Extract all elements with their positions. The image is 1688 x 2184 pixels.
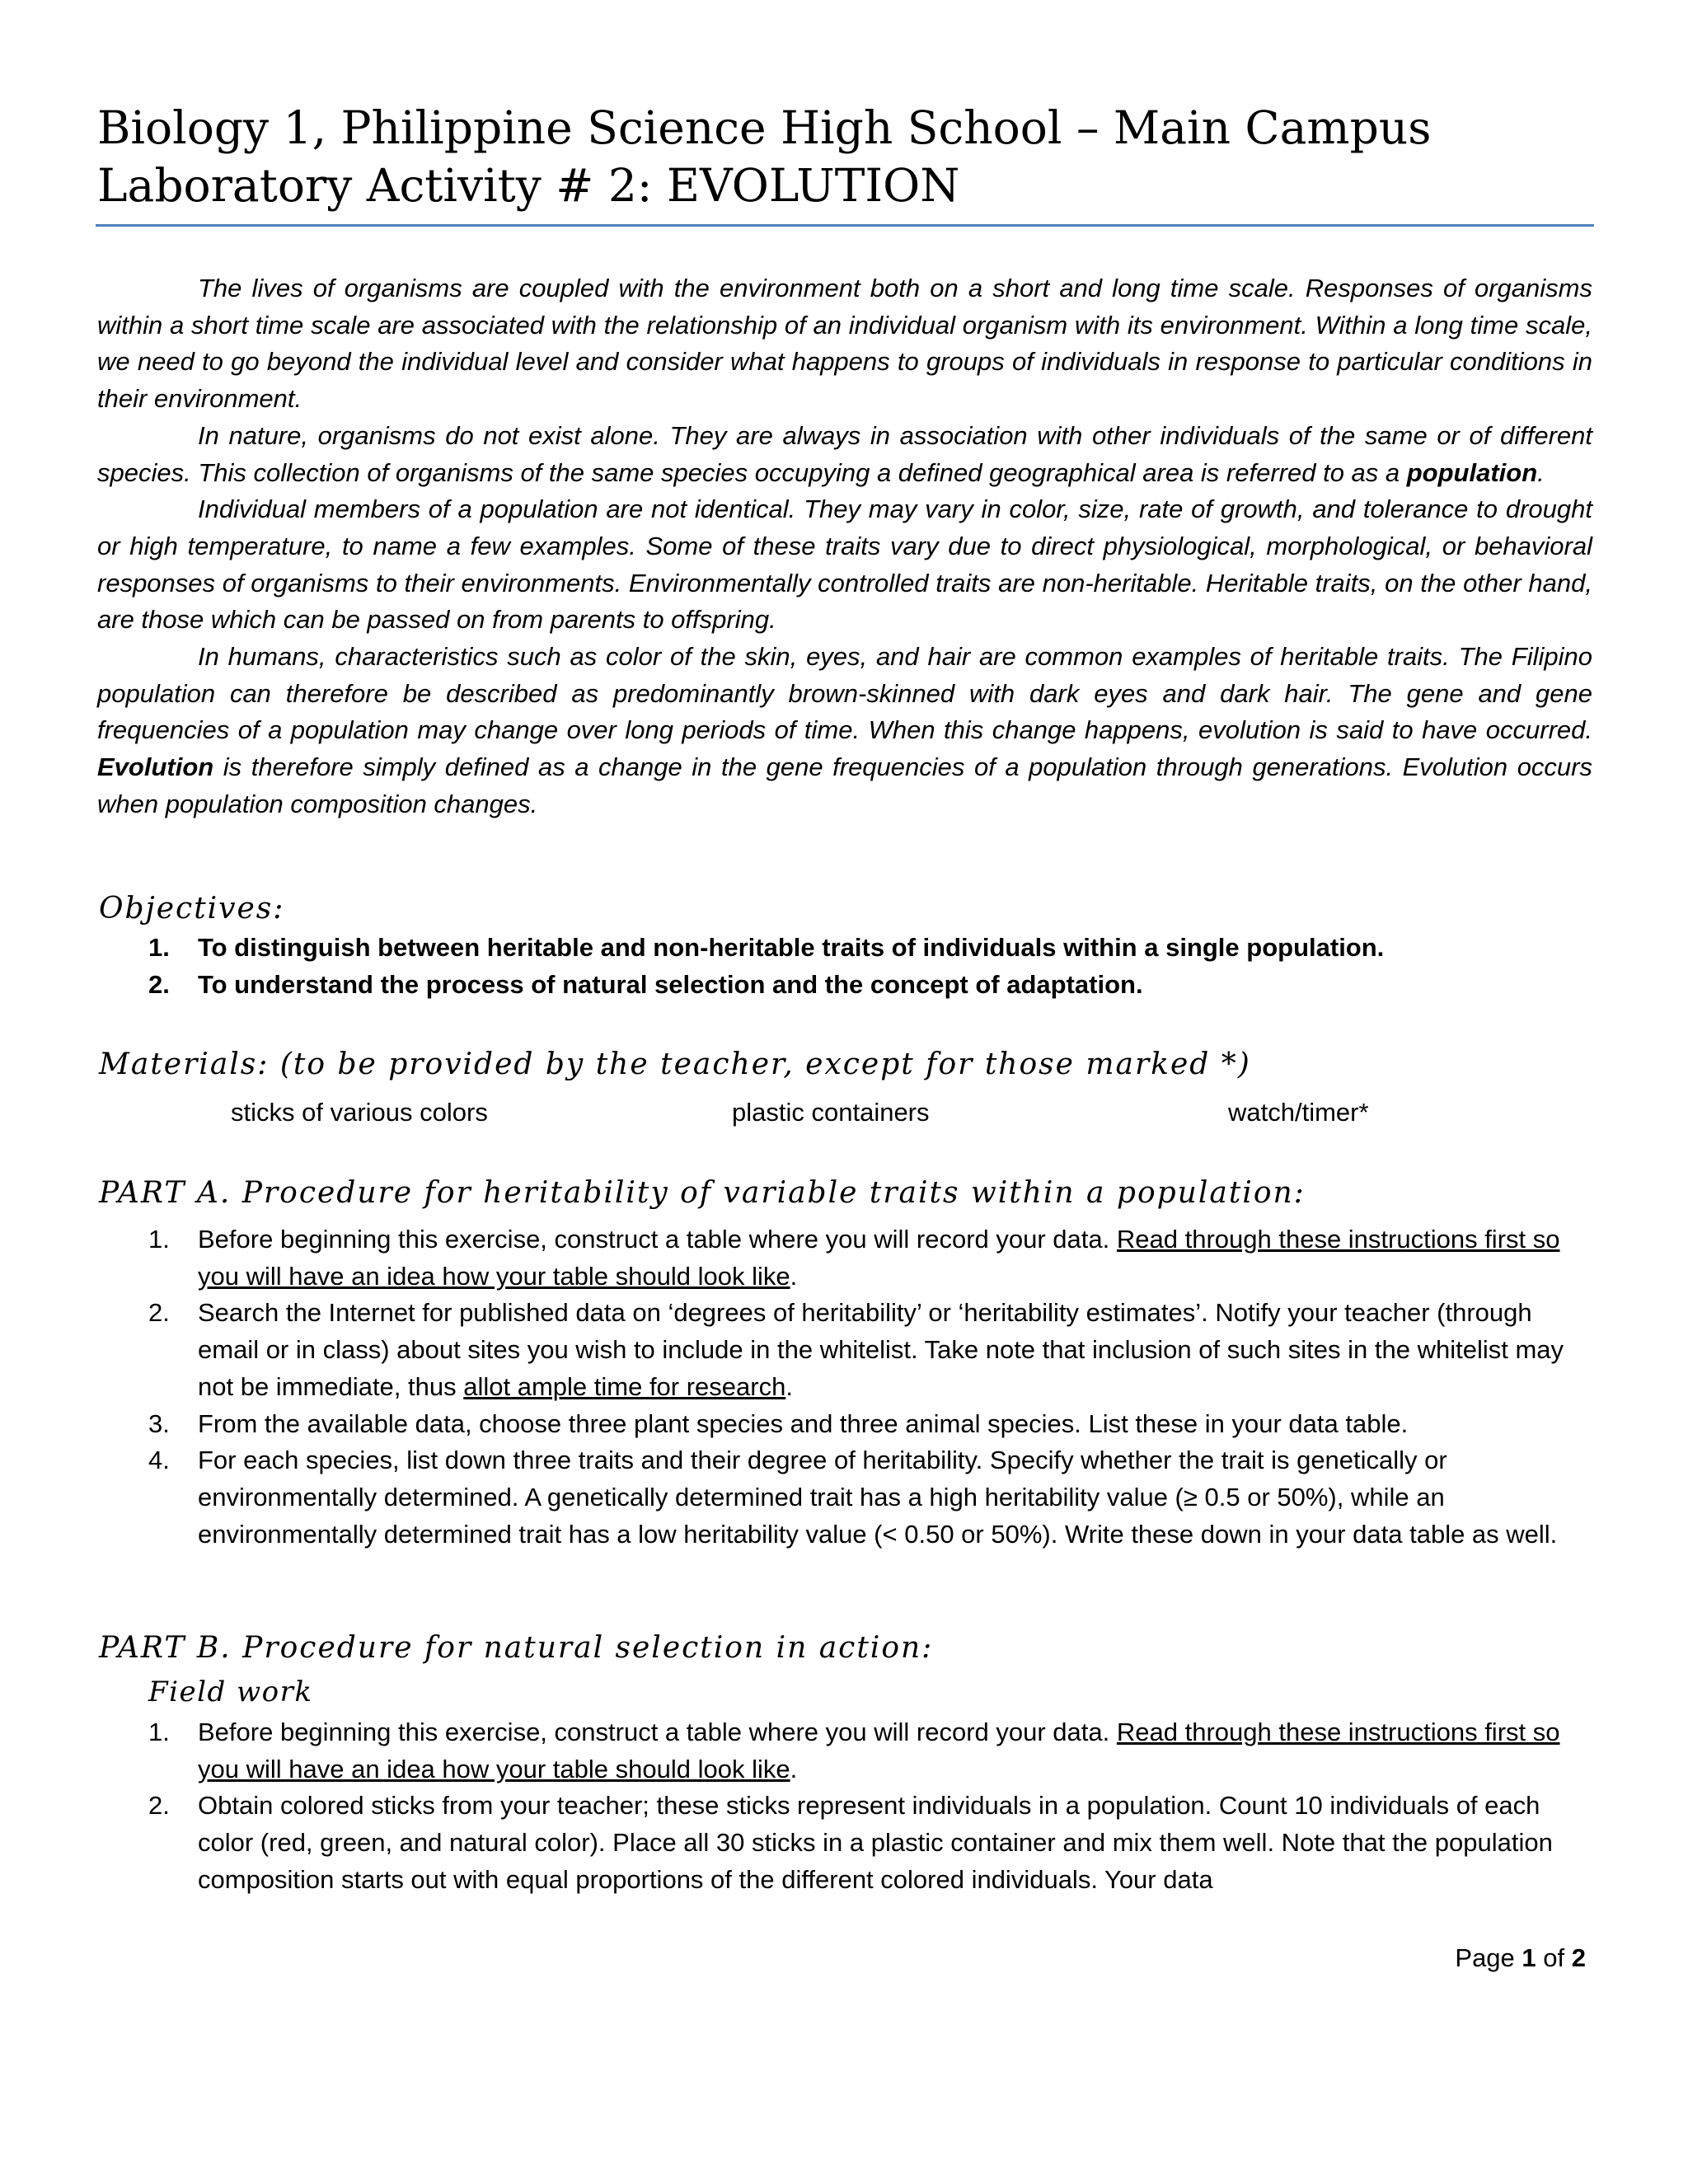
term-evolution: Evolution	[97, 752, 214, 782]
procedure-step	[0, 1295, 1582, 1405]
material-item: sticks of various colors	[231, 1098, 488, 1127]
materials-heading: Materials: (to be provided by the teacher, except for those marked *)	[99, 1047, 1251, 1081]
part-a-steps	[0, 1221, 1688, 1553]
procedure-step	[0, 1788, 1582, 1898]
page-of-label: of	[1536, 1943, 1572, 1972]
step-text: .	[790, 1261, 798, 1291]
objective-item	[0, 930, 1582, 967]
step-number: 3.	[148, 1408, 170, 1438]
term-population: population	[1406, 457, 1538, 487]
step-number: 2.	[148, 1298, 170, 1328]
step-text: Before beginning this exercise, construct a table where you will record your data.	[198, 1225, 1117, 1254]
title-divider	[96, 224, 1594, 227]
intro-paragraph	[97, 639, 1592, 823]
paragraph-text: In nature, organisms do not exist alone. They are always in association with other individuals of the same or of different species. This collection of organisms of the same species occupying a defined geographical area is referred to as a	[97, 420, 1592, 487]
paragraph-text: is therefore simply defined as a change in the gene frequencies of a population through generations. Evolution occurs when population composition changes.	[97, 752, 1592, 818]
item-number: 2.	[148, 969, 170, 999]
objective-text: To understand the process of natural selection and the concept of adaptation.	[198, 969, 1143, 999]
step-number: 1.	[148, 1718, 170, 1746]
procedure-step	[0, 1406, 1582, 1443]
step-text: Search the Internet for published data on ‘degrees of heritability’ or ‘heritability estimates’. Notify your teacher (through email or in class) about sites you wish to include in the whitelist. Take note that inclusion of such sites in the whitelist may not be immediate, thus	[198, 1298, 1564, 1401]
paragraph-text: .	[1537, 457, 1545, 487]
step-text: Before beginning this exercise, construct a table where you will record your data.	[198, 1718, 1117, 1746]
document-title: Biology 1, Philippine Science High School – Main Campus	[97, 101, 1432, 154]
intro-paragraph	[97, 418, 1592, 491]
paragraph-text: In humans, characteristics such as color of the skin, eyes, and hair are common examples of heritable traits. The Filipino population can therefore be described as predominantly brown-skinned with dark eyes and dark hair. The gene and gene frequencies of a population may change over long periods of time. When this change happens, evolution is said to have occurred.	[97, 642, 1592, 745]
objective-text: To distinguish between heritable and non-heritable traits of individuals within a single population.	[198, 933, 1385, 962]
part-a-heading: PART A. Procedure for heritability of variable traits within a population:	[99, 1176, 1306, 1210]
step-number: 4.	[148, 1446, 170, 1475]
procedure-step	[0, 1442, 1582, 1553]
field-work-subheading: Field work	[148, 1675, 313, 1708]
underlined-note: Read through these instructions first so you will have an idea how your table should look like	[198, 1718, 1560, 1783]
step-text: From the available data, choose three plant species and three animal species. List these in your data table.	[198, 1408, 1409, 1438]
step-number: 1.	[148, 1225, 170, 1254]
activity-title: Laboratory Activity # 2: EVOLUTION	[97, 159, 960, 212]
step-text: Obtain colored sticks from your teacher; these sticks represent individuals in a population. Count 10 individuals of each color (red, green, and natural color). Place all 30 sticks in a plastic container and mix them well. Note that the population composition starts out with equal proportions of the different colored individuals. Your data	[198, 1791, 1553, 1894]
part-b-steps	[0, 1714, 1688, 1899]
intro-paragraph: Individual members of a population are not identical. They may vary in color, size, rate of growth, and tolerance to drought or high temperature, to name a few examples. Some of these traits vary due to direct physiological, morphological, or behavioral responses of organisms to their environments. Environmentally controlled traits are non-heritable. Heritable traits, on the other hand, are those which can be passed on from parents to offspring.	[97, 494, 1592, 635]
procedure-step	[0, 1714, 1582, 1788]
objectives-list	[0, 930, 1688, 1003]
introduction	[97, 270, 1592, 823]
step-text: For each species, list down three traits and their degree of heritability. Specify whether the trait is genetically or environmentally determined. A genetically determined trait has a high heritability value (≥ 0.5 or 50%), while an environmentally determined trait has a low heritability value (< 0.50 or 50%). Write these down in your data table as well.	[198, 1446, 1558, 1549]
total-pages: 2	[1571, 1943, 1586, 1972]
step-text: .	[790, 1754, 798, 1783]
objectives-heading: Objectives:	[99, 892, 285, 926]
procedure-step	[0, 1221, 1582, 1295]
step-text: .	[785, 1371, 793, 1401]
page-number	[1455, 1945, 1586, 1971]
intro-paragraph: The lives of organisms are coupled with the environment both on a short and long time scale. Responses of organisms within a short time scale are associated with the relationship of an individual organism with its environment. Within a long time scale, we need to go beyond the individual level and consider what happens to groups of individuals in response to particular conditions in their environment.	[97, 274, 1592, 414]
item-number: 1.	[148, 933, 170, 962]
objective-item	[0, 967, 1582, 1004]
step-number: 2.	[148, 1791, 170, 1821]
material-item: plastic containers	[732, 1098, 930, 1127]
part-b-heading: PART B. Procedure for natural selection in action:	[99, 1631, 934, 1665]
underlined-note: allot ample time for research	[463, 1371, 786, 1401]
material-item: watch/timer*	[1228, 1098, 1369, 1127]
underlined-note: Read through these instructions first so you will have an idea how your table should look like	[198, 1225, 1560, 1291]
page-label: Page	[1455, 1943, 1522, 1972]
current-page: 1	[1522, 1943, 1536, 1972]
